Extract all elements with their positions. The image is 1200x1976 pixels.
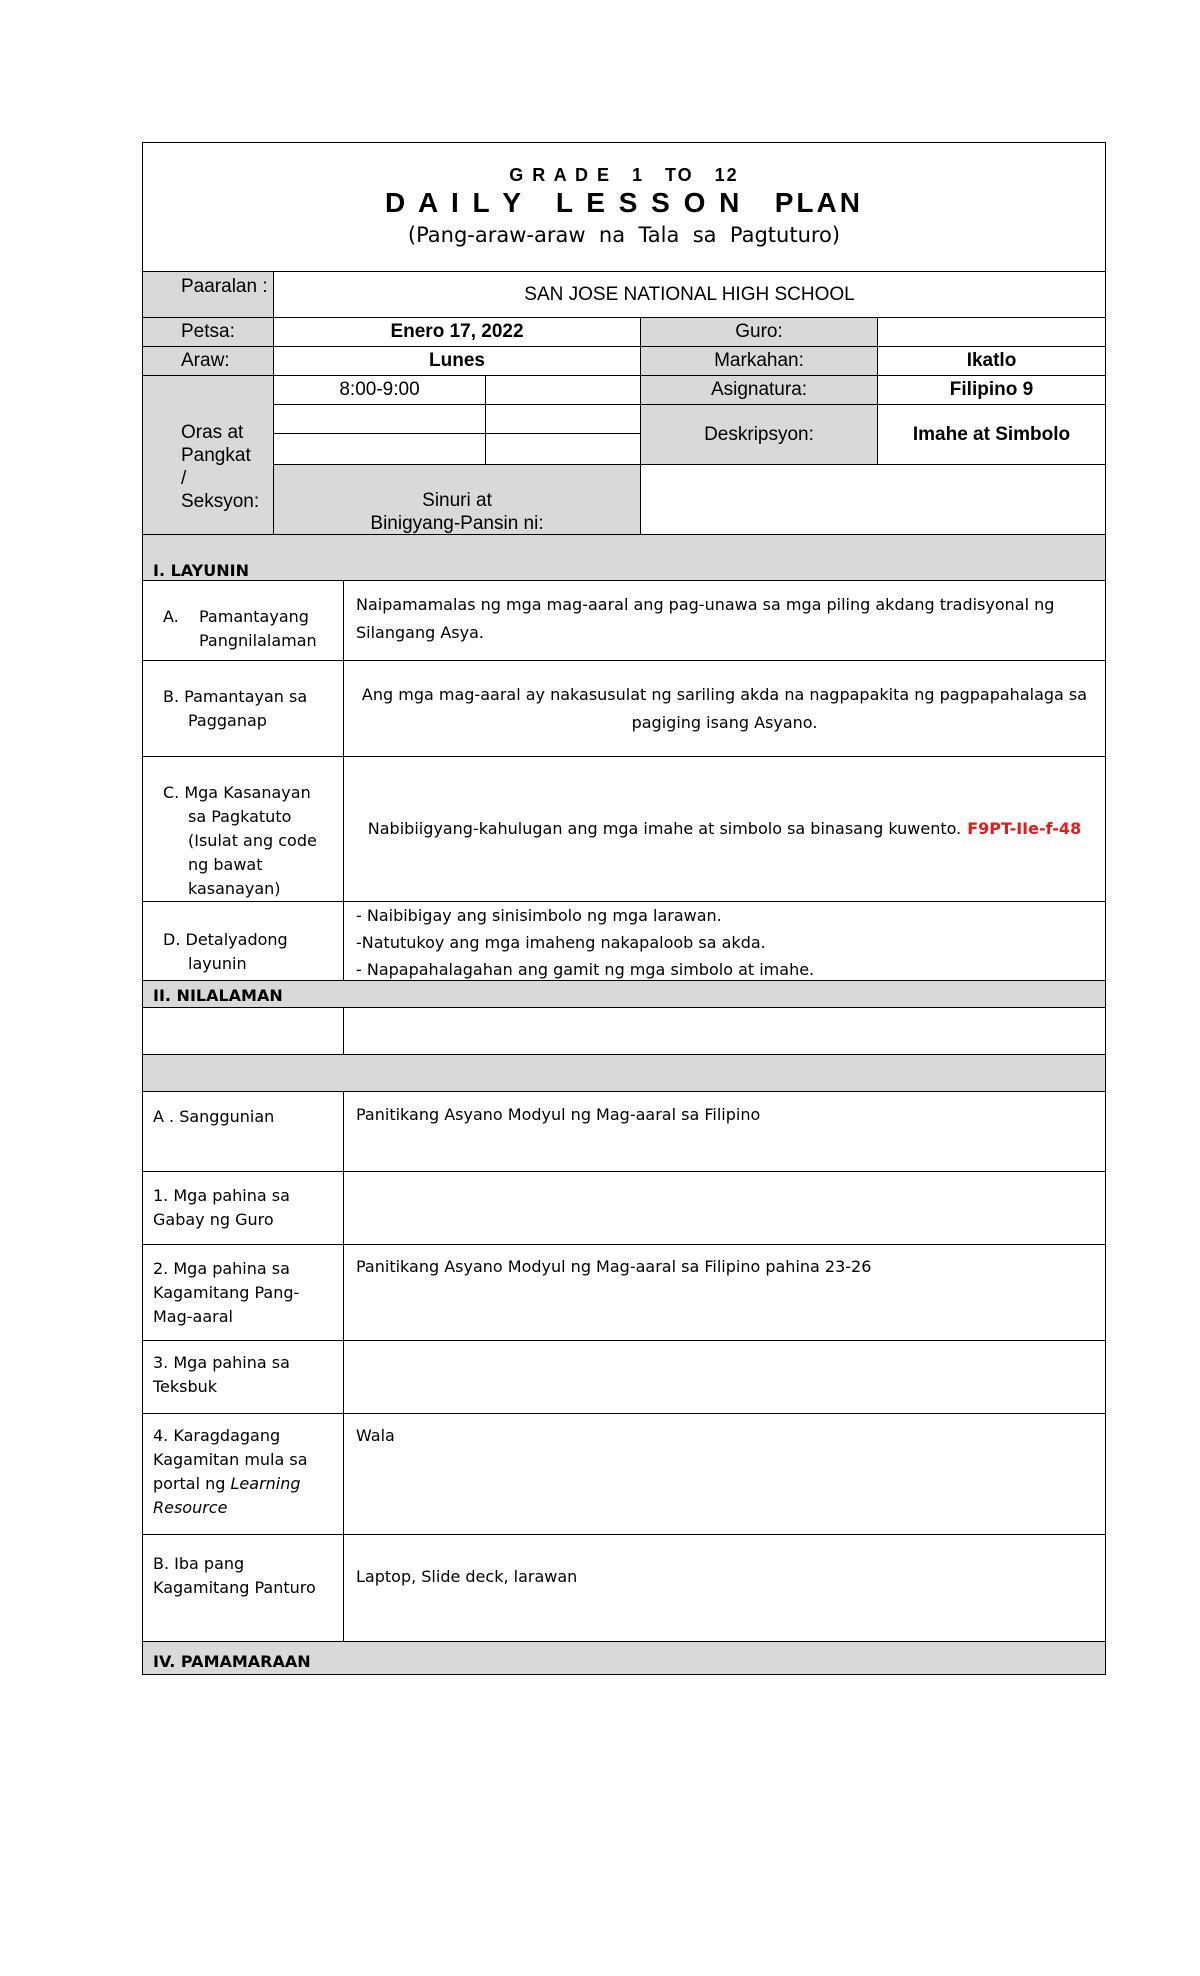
- deskripsyon-label: Deskripsyon:: [640, 404, 878, 465]
- label-italic: Learning: [230, 1474, 301, 1493]
- deskripsyon-value: Imahe at Simbolo: [877, 404, 1106, 465]
- oras-label-line: Pangkat: [181, 445, 251, 466]
- label-line: Resource: [153, 1498, 228, 1517]
- document-subtitle: (Pang-araw-araw na Tala sa Pagtuturo): [407, 223, 841, 247]
- label-line: Pangnilalaman: [199, 631, 317, 650]
- oras-cell-empty: [485, 404, 641, 434]
- text-line: - Napapahalagahan ang gamit ng mga simbolo at imahe.: [356, 960, 815, 979]
- label-line: Kagamitang Panturo: [153, 1578, 316, 1597]
- layunin-heading: I. LAYUNIN: [142, 534, 1106, 581]
- label-line: Gabay ng Guro: [153, 1210, 274, 1229]
- pamantayan-sa-pagganap-label: [142, 660, 344, 757]
- label-line: B. Pamantayan sa: [163, 687, 308, 706]
- pamantayang-pangnilalaman-label: [142, 580, 344, 661]
- oras-label-line: Oras at: [181, 422, 244, 443]
- kagamitang-pang-mag-aaral-label: [142, 1244, 344, 1341]
- grade-line: G R A D E 1 TO 12: [509, 165, 739, 185]
- gabay-ng-guro-label: [142, 1171, 344, 1245]
- label-line: [153, 1472, 343, 1496]
- label-line: Pamantayang: [199, 607, 309, 626]
- text-line: - Naibibigay ang sinisimbolo ng mga larawan.: [356, 906, 722, 925]
- iba-pang-kagamitan-label: [142, 1534, 344, 1642]
- label-line: ng bawat: [188, 855, 263, 874]
- oras-cell-empty: [273, 433, 486, 465]
- detalyadong-layunin-text: [343, 901, 1106, 981]
- petsa-value: Enero 17, 2022: [273, 317, 641, 347]
- text-line: pagiging isang Asyano.: [631, 713, 818, 732]
- mga-kasanayan-label: [142, 756, 344, 902]
- label-line: Mag-aaral: [153, 1307, 233, 1326]
- mga-kasanayan-text: [343, 756, 1106, 902]
- markahan-value: Ikatlo: [877, 346, 1106, 376]
- guro-label: Guro:: [640, 317, 878, 347]
- label-line: 2. Mga pahina sa: [153, 1259, 290, 1278]
- label-line: Kagamitan mula sa: [153, 1450, 308, 1469]
- markahan-label: Markahan:: [640, 346, 878, 376]
- karagdagang-kagamitan-label: [142, 1413, 344, 1535]
- oras-label-line: /: [181, 468, 187, 489]
- karagdagang-kagamitan-text: Wala: [343, 1413, 1106, 1535]
- araw-label: Araw:: [142, 346, 274, 376]
- gabay-ng-guro-text: [343, 1171, 1106, 1245]
- nilalaman-value-empty: [343, 1007, 1106, 1055]
- teksbuk-text: [343, 1340, 1106, 1414]
- label-line: kasanayan): [188, 879, 281, 898]
- text-line: Ang mga mag-aaral ay nakasusulat ng sariling akda na nagpapakita ng pagpapahalaga sa: [361, 685, 1088, 704]
- text-line: Silangang Asya.: [356, 623, 484, 642]
- oras-cell-empty: [485, 375, 641, 405]
- label-line: 1. Mga pahina sa: [153, 1186, 290, 1205]
- sanggunian-label: A . Sanggunian: [142, 1091, 344, 1172]
- teksbuk-label: [142, 1340, 344, 1414]
- label-line: B. Iba pang: [153, 1554, 245, 1573]
- sinuri-line: Sinuri at: [422, 490, 492, 511]
- paaralan-value: SAN JOSE NATIONAL HIGH SCHOOL: [273, 271, 1106, 318]
- guro-value: [877, 317, 1106, 347]
- kagamitan-heading: [142, 1054, 1106, 1092]
- label-line: 4. Karagdagang: [153, 1426, 281, 1445]
- label-line: sa Pagkatuto: [188, 807, 292, 826]
- label-line: Teksbuk: [153, 1377, 218, 1396]
- label-line: layunin: [188, 954, 247, 973]
- detalyadong-layunin-label: [142, 901, 344, 981]
- asignatura-label: Asignatura:: [640, 375, 878, 405]
- oras-cell-empty: [273, 404, 486, 434]
- document-title: D A I L Y L E S S O N PLAN: [385, 187, 863, 218]
- label-line: (Isulat ang code: [188, 831, 317, 850]
- pamantayang-pangnilalaman-text: [343, 580, 1106, 661]
- label-line: C. Mga Kasanayan: [163, 783, 311, 802]
- sanggunian-text: Panitikang Asyano Modyul ng Mag-aaral sa Filipino: [343, 1091, 1106, 1172]
- label-text: portal ng: [153, 1474, 231, 1493]
- iba-pang-kagamitan-text: Laptop, Slide deck, larawan: [343, 1534, 1106, 1642]
- kasanayan-text: Nabibiigyang-kahulugan ang mga imahe at simbolo sa binasang kuwento.: [367, 819, 962, 838]
- label-line: Pagganap: [188, 711, 267, 730]
- petsa-label: Petsa:: [142, 317, 274, 347]
- oras-label-line: Seksyon:: [181, 491, 260, 512]
- oras-pangkat-label: [142, 375, 274, 535]
- label-letter: A.: [163, 607, 179, 626]
- label-line: D. Detalyadong: [163, 930, 288, 949]
- sinuri-value: [640, 464, 1106, 535]
- nilalaman-label-empty: [142, 1007, 344, 1055]
- paaralan-label: Paaralan :: [142, 271, 274, 318]
- text-line: Naipamamalas ng mga mag-aaral ang pag-unawa sa mga piling akdang tradisyonal ng: [356, 595, 1055, 614]
- sinuri-label: [273, 464, 641, 535]
- label-line: Kagamitang Pang-: [153, 1283, 300, 1302]
- text-line: -Natutukoy ang mga imaheng nakapaloob sa akda.: [356, 933, 766, 952]
- sinuri-line: Binigyang-Pansin ni:: [370, 513, 544, 534]
- oras-value: 8:00-9:00: [273, 375, 486, 405]
- pamamaraan-heading: IV. PAMAMARAAN: [142, 1641, 1106, 1675]
- asignatura-value: Filipino 9: [877, 375, 1106, 405]
- label-line: 3. Mga pahina sa: [153, 1353, 290, 1372]
- header-box: [142, 142, 1106, 272]
- pamantayan-sa-pagganap-text: [343, 660, 1106, 757]
- kagamitang-pang-mag-aaral-text: Panitikang Asyano Modyul ng Mag-aaral sa Filipino pahina 23-26: [343, 1244, 1106, 1341]
- kasanayan-code: F9PT-IIe-f-48: [967, 819, 1082, 838]
- oras-cell-empty: [485, 433, 641, 465]
- araw-value: Lunes: [273, 346, 641, 376]
- nilalaman-heading: II. NILALAMAN: [142, 980, 1106, 1008]
